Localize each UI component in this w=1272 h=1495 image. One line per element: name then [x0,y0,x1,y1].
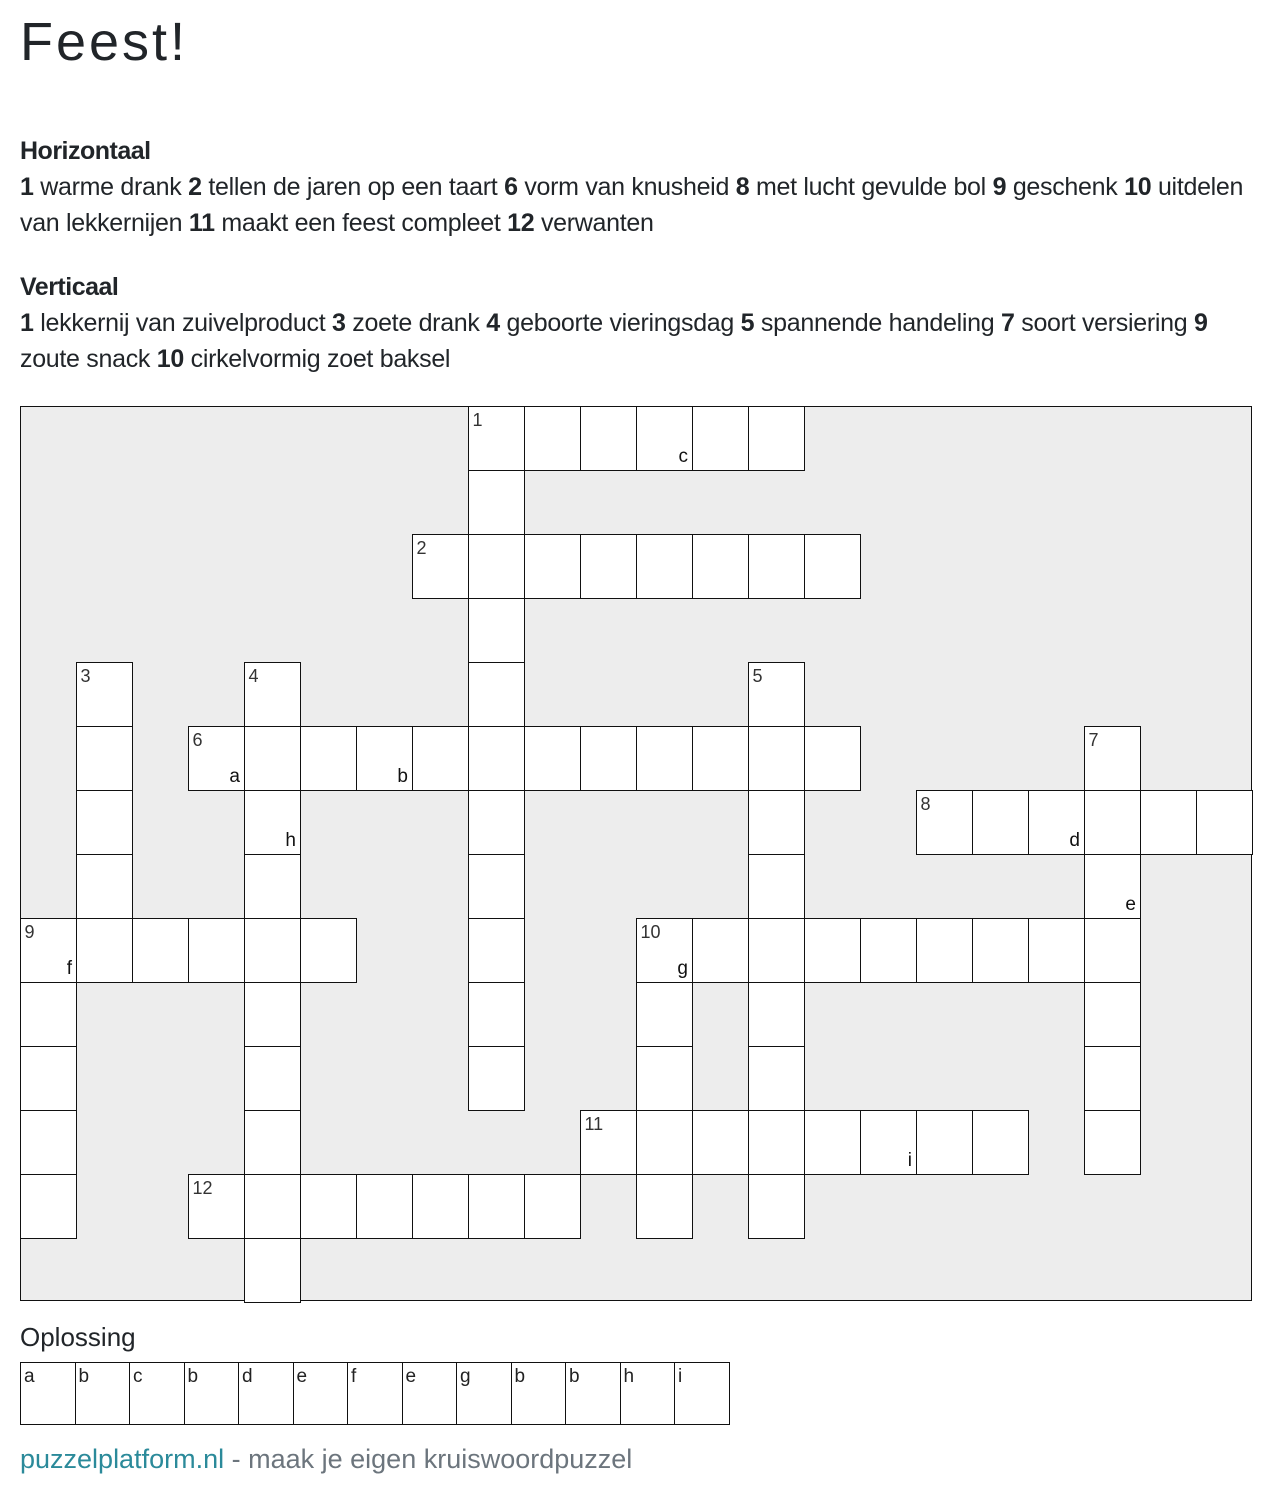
grid-cell[interactable] [356,726,414,792]
solution-cell-letter: i [678,1366,683,1387]
clue-number-label: 6 [192,729,203,750]
grid-cell[interactable] [580,534,638,600]
solution-marker: g [677,958,688,979]
solution-cell-letter: e [296,1366,308,1387]
grid-cell[interactable] [1084,854,1142,920]
grid-cell[interactable] [300,726,358,792]
clue-number-label: 1 [472,409,483,430]
solution-marker: c [678,446,688,467]
grid-cell[interactable] [76,790,134,856]
solution-cell[interactable] [293,1362,349,1425]
grid-cell[interactable] [636,918,694,984]
grid-cell[interactable] [188,1174,246,1240]
grid-cell[interactable] [916,1110,974,1176]
grid-cell[interactable] [636,1174,694,1240]
grid-cell[interactable] [636,982,694,1048]
footer [20,1441,632,1477]
grid-cell[interactable] [804,726,862,792]
grid-cell[interactable] [916,918,974,984]
clue-number: 6 [504,173,518,201]
grid-cell[interactable] [1084,1046,1142,1112]
clue-number: 11 [188,209,215,237]
solution-cell[interactable] [238,1362,294,1425]
solution-cell[interactable] [674,1362,730,1425]
grid-cell[interactable] [244,918,302,984]
clue-number-label: 12 [192,1177,213,1198]
solution-cell[interactable] [456,1362,512,1425]
grid-cell[interactable] [748,406,806,472]
grid-cell[interactable] [1084,1110,1142,1176]
vertical-clue-list [20,305,1255,377]
clue-text: lekkernij van zuivelproduct [33,309,333,337]
grid-cell[interactable] [580,726,638,792]
solution-cell-letter: f [351,1366,357,1387]
clue-text: geboorte vieringsdag [499,309,741,337]
grid-cell[interactable] [20,1046,78,1112]
grid-cell[interactable] [76,918,134,984]
grid-cell[interactable] [244,1238,302,1304]
clue-number-label: 3 [80,665,91,686]
grid-cell[interactable] [636,726,694,792]
clue-number: 7 [1001,309,1015,337]
grid-cell[interactable] [356,1174,414,1240]
clue-number-label: 9 [24,921,35,942]
clue-number-label: 2 [416,537,427,558]
solution-cell[interactable] [565,1362,621,1425]
grid-cell[interactable] [748,534,806,600]
clue-number: 1 [20,309,34,337]
grid-cell[interactable] [76,854,134,920]
page-title: Feest! [20,12,189,72]
grid-cell[interactable] [188,726,246,792]
grid-cell[interactable] [20,1110,78,1176]
clue-text: spannende handeling [754,309,1001,337]
clue-number: 4 [486,309,500,337]
solution-cell[interactable] [511,1362,567,1425]
clue-number-label: 4 [248,665,259,686]
solution-cell-letter: e [405,1366,417,1387]
grid-cell[interactable] [860,918,918,984]
solution-marker: a [229,766,240,787]
clue-text: zoute snack [20,345,157,373]
grid-cell[interactable] [468,662,526,728]
grid-cell[interactable] [412,534,470,600]
clue-text: tellen de jaren op een taart [201,173,505,201]
solution-cell-letter: b [514,1366,526,1387]
grid-cell[interactable] [804,1110,862,1176]
horizontal-clue-list [20,169,1255,241]
clue-number-label: 10 [640,921,661,942]
grid-cell[interactable] [860,1110,918,1176]
grid-cell[interactable] [636,406,694,472]
clue-number: 5 [740,309,755,337]
clue-number: 12 [507,209,535,237]
grid-cell[interactable] [748,790,806,856]
grid-cell[interactable] [580,406,638,472]
grid-cell[interactable] [1140,790,1198,856]
grid-cell[interactable] [20,918,78,984]
vertical-heading: Verticaal [20,273,119,301]
solution-cell[interactable] [75,1362,131,1425]
grid-cell[interactable] [1084,790,1142,856]
grid-cell[interactable] [692,534,750,600]
clue-text: verwanten [534,209,654,237]
grid-cell[interactable] [636,1046,694,1112]
clue-text: vorm van knusheid [517,173,736,201]
solution-marker: e [1125,894,1136,915]
horizontal-clues [20,133,1255,241]
clue-text: geschenk [1006,173,1125,201]
grid-cell[interactable] [972,1110,1030,1176]
clue-number-label: 7 [1088,729,1099,750]
grid-cell[interactable] [468,790,526,856]
grid-cell[interactable] [468,726,526,792]
solution-marker: d [1069,830,1080,851]
clue-text: soort versiering [1014,309,1194,337]
grid-cell[interactable] [244,726,302,792]
solution-cell-letter: a [24,1366,35,1387]
grid-cell[interactable] [636,534,694,600]
grid-cell[interactable] [20,982,78,1048]
grid-cell[interactable] [524,534,582,600]
footer-tagline: - maak je eigen kruiswoordpuzzel [224,1444,633,1474]
grid-cell[interactable] [244,1046,302,1112]
solution-marker: i [907,1150,912,1171]
grid-cell[interactable] [1196,790,1254,856]
grid-cell[interactable] [468,918,526,984]
grid-cell[interactable] [468,1174,526,1240]
grid-cell[interactable] [804,534,862,600]
clue-text: maakt een feest compleet [214,209,508,237]
grid-cell[interactable] [636,1110,694,1176]
solution-cell[interactable] [20,1362,76,1425]
solution-cell-letter: b [187,1366,199,1387]
solution-cell-letter: g [460,1366,471,1387]
clue-number: 2 [188,173,202,201]
solution-cell[interactable] [347,1362,403,1425]
clue-number: 10 [156,345,184,373]
clue-number: 9 [992,173,1007,201]
grid-cell[interactable] [580,1110,638,1176]
grid-cell[interactable] [692,726,750,792]
vertical-clues [20,269,1255,377]
grid-cell[interactable] [188,918,246,984]
grid-cell[interactable] [468,854,526,920]
grid-cell[interactable] [524,1174,582,1240]
solution-label: Oplossing [20,1322,136,1352]
clue-text: uitdelen van lekkernijen [20,173,1244,237]
clue-number: 1 [20,173,34,201]
grid-cell[interactable] [244,1174,302,1240]
clue-number: 10 [1124,173,1152,201]
solution-cell[interactable] [184,1362,240,1425]
grid-cell[interactable] [468,534,526,600]
grid-cell[interactable] [748,1046,806,1112]
clue-number-label: 8 [920,793,931,814]
grid-cell[interactable] [76,662,134,728]
solution-marker: b [397,766,408,787]
grid-cell[interactable] [972,790,1030,856]
grid-cell[interactable] [132,918,190,984]
clue-number: 8 [735,173,750,201]
grid-cell[interactable] [468,982,526,1048]
grid-cell[interactable] [748,726,806,792]
solution-cell[interactable] [620,1362,676,1425]
grid-cell[interactable] [20,1174,78,1240]
solution-row [20,1362,730,1425]
solution-cell-letter: b [569,1366,580,1387]
grid-cell[interactable] [1084,982,1142,1048]
grid-cell[interactable] [300,1174,358,1240]
grid-cell[interactable] [748,1174,806,1240]
grid-cell[interactable] [412,1174,470,1240]
solution-cell-letter: d [242,1366,253,1387]
grid-cell[interactable] [244,790,302,856]
horizontal-heading: Horizontaal [20,137,151,165]
solution-cell[interactable] [129,1362,185,1425]
solution-marker: h [285,830,296,851]
crossword-grid [20,406,1252,1301]
grid-cell[interactable] [468,1046,526,1112]
grid-cell[interactable] [692,918,750,984]
grid-cell[interactable] [972,918,1030,984]
clue-text: zoete drank [345,309,487,337]
grid-cell[interactable] [692,1110,750,1176]
grid-cell[interactable] [244,854,302,920]
grid-cell[interactable] [524,726,582,792]
clue-number: 9 [1194,309,1208,337]
grid-cell[interactable] [244,1110,302,1176]
grid-cell[interactable] [748,918,806,984]
grid-cell[interactable] [468,470,526,536]
clue-number-label: 11 [584,1113,604,1134]
clue-text: met lucht gevulde bol [749,173,993,201]
solution-cell[interactable] [402,1362,458,1425]
clue-number-label: 5 [752,665,763,686]
grid-cell[interactable] [468,598,526,664]
grid-cell[interactable] [244,982,302,1048]
grid-cell[interactable] [748,854,806,920]
grid-cell[interactable] [412,726,470,792]
puzzelplatform-link[interactable]: puzzelplatform.nl [20,1444,225,1474]
grid-cell[interactable] [748,662,806,728]
grid-cell[interactable] [1084,726,1142,792]
grid-cell[interactable] [524,406,582,472]
solution-cell-letter: c [133,1366,143,1387]
solution-cell-letter: b [78,1366,90,1387]
grid-cell[interactable] [1028,918,1086,984]
grid-cell[interactable] [76,726,134,792]
clue-number: 3 [332,309,346,337]
solution-marker: f [66,958,72,979]
grid-cell[interactable] [300,918,358,984]
grid-cell[interactable] [804,918,862,984]
clue-text: warme drank [33,173,189,201]
grid-cell[interactable] [1028,790,1086,856]
grid-cell[interactable] [916,790,974,856]
solution-cell-letter: h [623,1366,635,1387]
grid-cell[interactable] [692,406,750,472]
grid-cell[interactable] [468,406,526,472]
grid-cell[interactable] [748,1110,806,1176]
grid-cell[interactable] [244,662,302,728]
clue-text: cirkelvormig zoet baksel [183,345,451,373]
grid-cell[interactable] [748,982,806,1048]
grid-cell[interactable] [1084,918,1142,984]
